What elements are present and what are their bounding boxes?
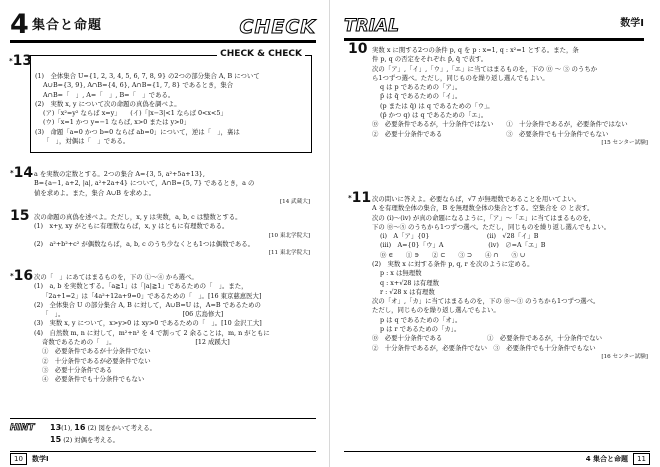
problem-11-line: (i) A「ア」{0} (ii) √28「イ」B: [380, 232, 539, 241]
problem-number-15: 15: [10, 208, 30, 224]
footer-subject: 数学Ⅰ: [32, 455, 49, 463]
problem-10-line: p̄ は q̄ であるための「イ」。: [380, 92, 462, 101]
problem-10-line: q は p であるための「ア」。: [380, 83, 462, 92]
problem-16-line: 奇数であるための「 」。 [12 成蹊大]: [42, 337, 230, 346]
problem-number-14: *14: [10, 165, 34, 181]
problem-11-line: 次の問いに答えよ。必要ならば，√7 が無理数であることを用いてよい。: [372, 195, 581, 203]
problem-16-line: (1) a, b を実数とする。「a≧1」は「|a|≧1」であるための「 」。また，: [34, 282, 248, 291]
choice-option: ② 十分条件であるが，必要条件でない ③ 必要条件でも十分条件でもない: [372, 343, 596, 352]
check-logo: CHECK: [239, 16, 316, 38]
trial-header: [344, 14, 644, 42]
page-number: 11: [633, 453, 650, 465]
page-number: 10: [10, 453, 27, 465]
trial-logo: TRIAL: [344, 16, 400, 36]
check-box-title: CHECK & CHECK: [217, 48, 305, 61]
hint-line: 13(1), 16 (2) 図をかいて考える。: [50, 423, 157, 432]
problem-15-line: 次の命題の真偽を述べよ。ただし，x, y は実数，a, b, c は整数とする。: [34, 213, 242, 221]
header-rule: [344, 38, 644, 41]
source-citation: [11 東北学院大]: [268, 249, 310, 256]
choice-option: ① 必要条件であるが十分条件でない: [42, 347, 151, 356]
problem-15-line: (2) a²+b²+c² が偶数ならば，a, b, c のうち少なくとも1つは偶数である。: [34, 239, 255, 248]
problem-number-10: 10: [348, 41, 368, 57]
problem-number-13: *13: [9, 53, 33, 69]
problem-11-line: A を有理数全体の集合，B を無理数全体の集合とする。空集合を ∅ と表す。: [372, 204, 594, 213]
problem-11-line: (iii) A={0}「ウ」A (iv) ∅=A「エ」B: [380, 241, 546, 250]
choice-option: ④ 必要条件でも十分条件でもない: [42, 375, 145, 384]
problem-11-line: (2) 実数 x に対する条件 p, q, r を次のように定める。: [372, 259, 534, 268]
problem-10-line: ら1つずつ選べ。ただし，同じものを繰り返し選んでもよい。: [372, 73, 549, 82]
problem-11-line: r : √28 x は有理数: [380, 287, 435, 296]
source-citation: [10 東北学院大]: [268, 232, 310, 239]
problem-16: [10, 268, 312, 384]
problem-14-line: a を実数の定数とする。2つの集合 A={3, 5, a²+5a+13},: [34, 170, 205, 178]
problem-15: [10, 208, 312, 257]
problem-11-line: p は q であるための「オ」。: [380, 315, 462, 324]
problem-10: [348, 41, 650, 147]
problem-13-line: (2) 実数 x, y について次の命題の真偽を調べよ。: [35, 99, 181, 108]
problem-11-line: ただし，同じものを繰り返し選んでもよい。: [372, 306, 500, 315]
problem-16-line: 「2a+1=2」は「4a²+12a+9=0」であるための「 」。[16 東京慈恵医大]: [42, 291, 262, 300]
problem-16-line: (2) 全体集合 U の部分集合 A, B に対して，A∪B=U は，A=B であるための: [34, 300, 261, 309]
problem-11-line: 次の (i)〜(iv) が真の命題になるように，「ア」〜「エ」に当てはまるものを，: [372, 213, 596, 222]
footer-chapter: 4 集合と命題: [585, 455, 628, 463]
source-citation: [14 武蔵大]: [279, 198, 310, 205]
problem-13-line: (ア)「x²=y² ならば x=y」 (イ)「|x−3|<1 ならば 0<x<5」: [43, 109, 227, 118]
problem-13-line: (1) 全体集合 U={1, 2, 3, 4, 5, 6, 7, 8, 9} の2つの部分集合 A, B について: [35, 72, 260, 80]
page-footer: [10, 451, 316, 464]
problem-15-line: (1) x+y, xy がともに有理数ならば，x, y はともに有理数である。: [34, 222, 229, 231]
choice-option: ③ 必要十分条件である: [42, 365, 113, 374]
problem-13-line: (ウ)「x=1 かつ y=−1 ならば, x>0 または y>0」: [43, 118, 190, 127]
hint-box: [10, 418, 316, 449]
problem-16-line: 次の「 」にあてはまるものを，下の ①〜④ から選べ。: [34, 273, 198, 281]
choice-option: ② 必要十分条件である ③ 必要条件でも十分条件でもない: [372, 129, 609, 138]
chapter-title: 集合と命題: [32, 18, 103, 33]
check-and-check-box: [9, 49, 312, 153]
source-citation: [15 センター試験]: [601, 139, 648, 146]
problem-13-line: (3) 命題「a=0 かつ b=0 ならば ab=0」について，逆は「 」，裏は: [35, 127, 240, 136]
problem-14-line: B={a−1, a+2, |a|, a²+2a+4} について，A∩B={5, 7} であるとき，a の: [34, 179, 255, 188]
problem-13-line: 「 」，対偶は「 」である。: [43, 136, 130, 145]
choice-option: ② 十分条件であるが必要条件でない: [42, 356, 151, 365]
problem-number-16: *16: [10, 268, 34, 284]
problem-14-line: 値を求めよ。また，集合 A∪B を求めよ。: [34, 188, 155, 197]
page-footer: [344, 451, 650, 464]
hint-label: HINT: [10, 423, 35, 433]
source-citation: [16 センター試験]: [601, 353, 648, 360]
problem-11-line: p : x は無理数: [380, 269, 422, 278]
problem-11-line: p は r であるための「カ」。: [380, 324, 461, 333]
problem-10-line: (p̄ かつ q) は q であるための「エ」。: [380, 110, 488, 119]
problem-number-11: *11: [348, 190, 372, 206]
hint-line: 15 (2) 対偶を考える。: [50, 434, 120, 444]
problem-13-line: A∩B=「 」, A=「 」, B=「 」である。: [43, 90, 175, 99]
problem-13-body: [35, 72, 305, 146]
problem-10-line: (p または q̄) は q であるための「ウ」。: [380, 101, 494, 110]
problem-16-line: (4) 自然数 m, n に対して，m²+n² を 4 で割って 2 余ることは，m, n がともに: [34, 328, 270, 337]
header-subject: 数学Ⅰ: [620, 18, 644, 29]
problem-11-line: 下の ⓪〜⑤ のうちから1つずつ選べ。ただし，同じものを繰り返し選んでもよい。: [372, 222, 611, 231]
choice-option: ⓪ ∈ ① ∋ ② ⊂ ③ ⊃ ④ ∩ ⑤ ∪: [380, 250, 526, 259]
problem-11-line: q : x+√28 は有理数: [380, 278, 440, 287]
problem-10-line: 次の「ア」,「イ」,「ウ」,「エ」に当てはまるものを，下の ⓪ 〜 ③ のうちか: [372, 64, 598, 73]
problem-16-line: 「 」。 [06 広島修大]: [42, 310, 224, 319]
header-rule: [10, 40, 316, 43]
problem-11-line: 次の「オ」,「カ」に当てはまるものを，下の ⓪〜③ のうちから1つずつ選べ。: [372, 297, 600, 306]
problem-16-line: (3) 実数 x, y について，x>y>0 は xy>0 であるための「 」。[10 金沢工大]: [34, 319, 262, 328]
chapter-number: 4: [10, 9, 29, 40]
right-page: [330, 0, 660, 467]
chapter-header: [10, 8, 316, 44]
choice-option: ⓪ 必要十分条件である ① 必要条件であるが，十分条件でない: [372, 334, 603, 343]
problem-11: [348, 190, 650, 361]
problem-10-line: 件 p, q の否定をそれぞれ p̄, q̄ で表す。: [372, 55, 488, 64]
problem-13-line: A∪B={3, 9}, A∩B={4, 6}, A∩B={1, 7, 8} であるとき，集合: [43, 81, 234, 90]
problem-10-line: 実数 x に関する2つの条件 p, q を p : x=1, q : x²=1 とする。また，条: [372, 46, 579, 54]
problem-14: [10, 165, 312, 206]
choice-option: ⓪ 必要条件であるが，十分条件ではない ① 十分条件であるが，必要条件ではない: [372, 120, 628, 129]
